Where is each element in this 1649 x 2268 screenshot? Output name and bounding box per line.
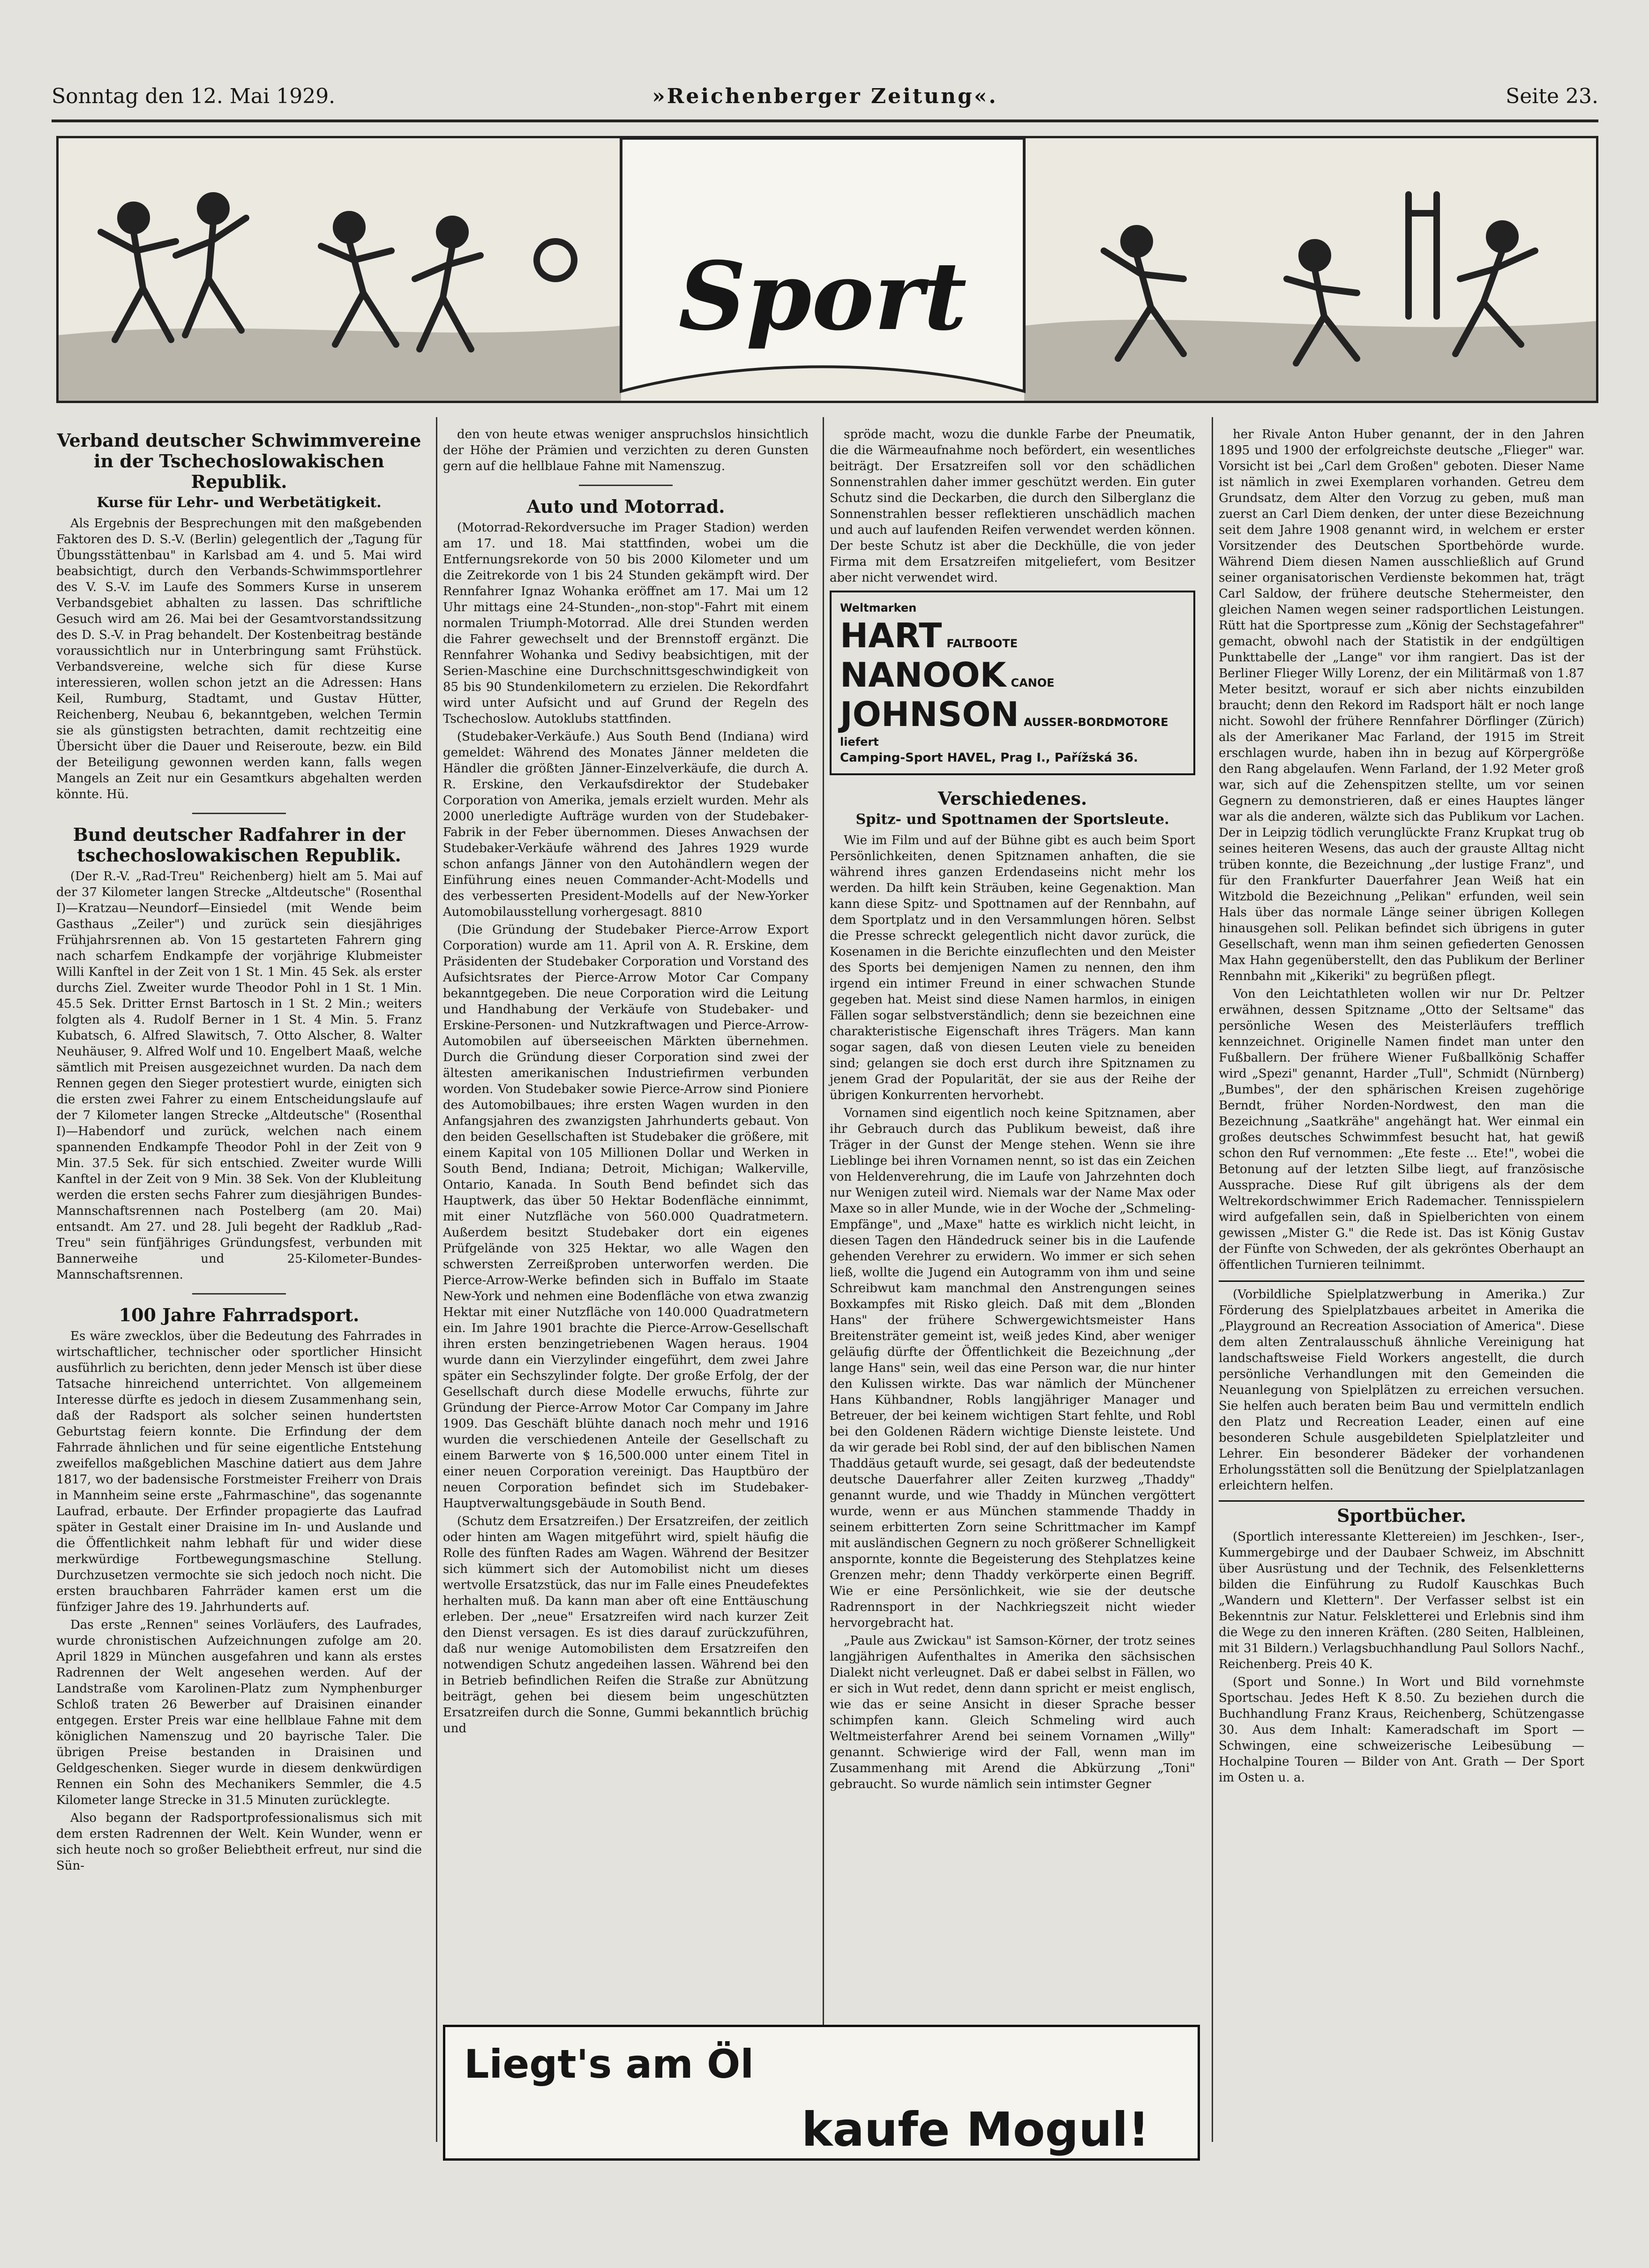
headline-cyclists: Bund deutscher Radfahrer in der tschechoslowakischen Republik. <box>73 824 405 866</box>
divider <box>192 813 286 814</box>
article-paragraph: (Sportlich interessante Klettereien) im Jeschken-, Iser-, Kummergebirge und der Daubaer Schweiz, im Abschnitt über Ausrüstung und der Technik, des Felsenkletterns bilden die Einführung zu Rudolf Kauschkas Buch „Wandern und Klettern". Der Verfasser selbst ist ein Bekenntnis zur Natur. Felskletterei und Erlebnis sind ihm die Wege zu den inneren Kräften. (280 Seiten, Halbleinen, mit 31 Bildern.) Verlagsbuchhandlung Paul Sollors Nachf., Reichenberg. Preis 40 K. <box>1219 1530 1584 1671</box>
headline-100-years-cycling: 100 Jahre Fahrradsport. <box>119 1304 360 1325</box>
headline-verschiedenes: Verschiedenes. <box>937 788 1087 809</box>
headline-swimming: Verband deutscher Schwimmvereine in der Tschechoslowakischen Republik. <box>57 430 421 492</box>
article-paragraph: (Der R.-V. „Rad-Treu" Reichenberg) hielt am 5. Mai auf der 37 Kilometer langen Strecke „Altdeutsche" (Rosenthal I)—Kratzau—Neundorf—Einsiedel (mit Wende beim Gasthaus „Zeiler") und zurück sein diesjähriges Frühjahrsrennen ab. Von 15 gestarteten Fahrern ging nach scharfem Endkampfe der vorjährige Klubmeister Willi Kanftel in der Zeit von 1 St. 1 Min. 45 Sek. als erster durchs Ziel. Zweiter wurde Theodor Pohl in 1 St. 1 Min. 45.5 Sek. Dritter Ernst Bartosch in 1 St. 2 Min.; weiters folgten als 4. Rudolf Berner in 1 St. 4 Min. 5. Franz Kubatsch, 6. Alfred Slawitsch, 7. Otto Alscher, 8. Walter Neuhäuser, 9. Alfred Wolf und 10. Engelbert Maaß, welche sämtlich mit Preisen ausgezeichnet wurden. Da nach dem Rennen gegen den Sieger protestiert wurde, einigten sich die ersten zwei Fahrer zu einem Entscheidungslaufe auf der 7 Kilometer langen Strecke „Altdeutsche" (Rosenthal I)—Habendorf und zurück, welchen nach einem spannenden Endkampfe Theodor Pohl in der Zeit von 9 Min. 37.5 Sek. für sich entschied. Zweiter wurde Willi Kanftel in der Zeit von 9 Min. 38 Sek. Von der Klubleitung werden die ersten sechs Fahrer zum diesjährigen Bundes-Mannschaftsrennen nach Postelberg (am 20. Mai) entsandt. Am 27. und 28. Juli begeht der Radklub „Rad-Treu" sein fünfjähriges Gründungsfest, verbunden mit Bannerweihe und 25-Kilometer-Bundes-Mannschaftsrennen. <box>56 869 422 1282</box>
playground-notice-box <box>1219 1280 1584 1502</box>
article-paragraph: (Sport und Sonne.) In Wort und Bild vornehmste Sportschau. Jedes Heft K 8.50. Zu beziehen durch die Buchhandlung Franz Kraus, Reichenberg, Schützengasse 30. Aus dem Inhalt: Kameradschaft im Sport — Schwingen, eine schweizerische Leibesübung — Hochalpine Touren — Bilder von Ant. Grath — Der Sport im Osten u. a. <box>1219 1675 1584 1785</box>
ad-brand-johnson-sub: AUSSER-BORDMOTORE <box>1023 716 1169 729</box>
camping-sport-advertisement <box>830 591 1195 775</box>
article-paragraph: her Rivale Anton Huber genannt, der in den Jahren 1895 und 1900 der erfolgreichste deutsche „Flieger" war. Vorsicht ist bei „Carl dem Großen" geboten. Dieser Name ist nämlich in zwei Exemplaren vorhanden. Getreu dem Grundsatz, dem Alter den Vorzug zu geben, muß man zuerst an Carl Diem denken, der unter diese Bezeichnung seit dem Jahre 1908 genannt wird, in welchem er erster Vorsitzender des Deutschen Sportbehörde wurde. Während Diem diesen Namen ausschließlich auf Grund seiner organisatorischen Verdienste bekommen hat, trägt Carl Saldow, der frühere deutsche Stehermeister, den gleichen Namen wegen seiner radsportlichen Leistungen. Rütt hat die Sportpresse zum „König der Sechstagefahrer" gemacht, obwohl nach der Statistik in der endgültigen Punkttabelle der „Lange" vor ihm rangiert. Das ist der Berliner Flieger Willy Lorenz, der ein Militärmaß von 1.87 Meter besitzt, worauf er sich aber nichts einzubilden braucht; denn den Rekord im Radsport hält er noch lange nicht. Sowohl der frühere Rennfahrer Dörflinger (Zürich) als der Amerikaner Mac Farland, der 1915 im Streit erschlagen wurde, haben ihn in bezug auf Körpergröße den Rang abgelaufen. Wenn Farland, der 1.92 Meter groß war, sich auf die Zehenspitzen stellte, um vor seinen Gegnern zu demonstrieren, daß er eines Hauptes länger war als die anderen, wälzte sich das Publikum vor Lachen. Der in Leipzig tödlich verunglückte Franz Krupkat trug ob seines heiteren Wesens, das auch der grauste Alltag nicht trüben konnte, die Bezeichnung „der lustige Franz", und für den Frankfurter Dauerfahrer Jean Weiß hat ein Witzbold die Bezeichnung „Pelikan" erfunden, weil sein Hals über das normale Länge seiner übrigen Kollegen hinausgehen soll. Pelikan befindet sich übrigens in guter Gesellschaft, wenn man ihm seinen gefiederten Genossen Max Hahn gegenüberstellt, den das Publikum der Berliner Rennbahn mit „Kikeriki" zu begrüßen pflegt. <box>1219 427 1584 983</box>
header-rule <box>52 120 1598 122</box>
column-rule <box>823 417 824 2142</box>
column-rule <box>436 417 437 2142</box>
article-paragraph: (Schutz dem Ersatzreifen.) Der Ersatzreifen, der zeitlich oder hinten am Wagen mitgeführt wird, spielt häufig die Rolle des fünften Rades am Wagen. Während der Besitzer sich kümmert sich der Automobilist nicht um dieses wertvolle Ersatzstück, das nur im Falle eines Pneudefektes herhalten muß. Da kann man aber oft eine Enttäuschung erleben. Der „neue" Ersatzreifen wird nach kurzer Zeit den Dienst versagen. Es ist dies darauf zurückzuführen, daß nur wenige Automobilisten dem Ersatzreifen den notwendigen Schutz angedeihen lassen. Während bei den in Betrieb befindlichen Reifen die Straße zur Abnützung beiträgt, gehen bei diesem beim ungeschützten Ersatzreifen durch die Sonne, Gummi bekanntlich brüchig und <box>443 1514 809 1736</box>
running-header <box>52 84 1598 112</box>
column-3 <box>830 427 1195 1794</box>
ad-brand-hart-sub: FALTBOOTE <box>946 637 1018 650</box>
newspaper-page <box>52 70 1598 2245</box>
page-number: Seite 23. <box>1506 84 1598 108</box>
column-rule <box>1212 417 1213 2142</box>
divider <box>579 485 673 486</box>
headline-sportbuecher: Sportbücher. <box>1337 1505 1466 1526</box>
article-paragraph: (Vorbildliche Spielplatzwerbung in Amerika.) Zur Förderung des Spielplatzbaues arbeitet in Amerika die „Playground an Recreation Association of America". Diese dem alten Zentralausschuß ähnliche Vereinigung hat landschaftsweise Field Workers angestellt, die durch persönliche Verhandlungen mit den Gemeinden die Neuanlegung von Spielplätzen zu erreichen versuchen. Sie helfen auch beraten beim Bau und vermitteln endlich den Platz und Recreation Leader, einen auf eine besonderen Schule ausgebildeten Spielplatzleiter und Lehrer. Ein besonderer Bädeker der vorhandenen Erholungsstätten soll die Benützung der Spielplatzanlagen erleichtern helfen. <box>1219 1287 1584 1493</box>
article-paragraph: (Motorrad-Rekordversuche im Prager Stadion) werden am 17. und 18. Mai stattfinden, wobei um die Entfernungsrekorde von 50 bis 2000 Kilometer und um die Zeitrekorde von 1 bis 24 Stunden gekämpft wird. Der Rennfahrer Ignaz Wohanka eröffnet am 17. Mai um 12 Uhr mittags eine 24-Stunden-„non-stop"-Fahrt mit einem normalen Triumph-Motorrad. Alle drei Stunden werden die Fahrer gewechselt und der Brennstoff ergänzt. Die Rennfahrer Wohanka und Sedivy beabsichtigen, mit der Serien-Maschine eine Durchschnittsgeschwindigkeit von 85 bis 90 Stundenkilometern zu erzielen. Die Rekordfahrt wird unter Aufsicht und auf Grund der Regeln des Tschechoslow. Autoklubs stattfinden. <box>443 521 809 726</box>
sport-banner-illustration <box>56 136 1598 403</box>
newspaper-name: »Reichenberger Zeitung«. <box>652 84 998 108</box>
headline-auto-motorrad: Auto und Motorrad. <box>526 496 725 517</box>
ad-liefert: liefert <box>840 735 879 749</box>
article-paragraph: Wie im Film und auf der Bühne gibt es auch beim Sport Persönlichkeiten, denen Spitznamen anhaften, die sie während ihres ganzen Erdendaseins nicht mehr los werden. Da hilft kein Sträuben, keine Gegenaktion. Man kann diese Spitz- und Spottnamen auf der Rennbahn, auf dem Sportplatz und in den Versammlungen hören. Selbst die Presse schreckt gelegentlich nicht davor zurück, die Kosenamen in die Berichte einzuflechten und den Meister des Sports bei demjenigen Namen zu nennen, den ihm irgend ein intimer Freund in einer schwachen Stunde gegeben hat. Meist sind diese Namen harmlos, in einigen Fällen sogar selbstverständlich; denn sie bezeichnen eine charakteristische Eigenschaft ihres Trägers. Man kann sogar sagen, daß von diesen Leuten viele zu beneiden sind; gelangen sie doch erst durch ihre Spitznamen zu jenem Grad der Popularität, der sie aus der Reihe der übrigen Konkurrenten hervorhebt. <box>830 833 1195 1102</box>
ad-brand-hart: HART <box>840 616 942 655</box>
ad-brand-nanook-sub: CANOE <box>1011 676 1055 689</box>
article-paragraph: Also begann der Radsportprofessionalismus sich mit dem ersten Radrennen der Welt. Kein Wunder, wenn er sich heute noch so großer Beliebtheit erfreut, nur sind die Sün- <box>56 1811 422 1873</box>
mogul-oil-advertisement <box>443 2025 1200 2161</box>
article-paragraph: (Studebaker-Verkäufe.) Aus South Bend (Indiana) wird gemeldet: Während des Monates Jänner meldeten die Händler die größten Jänner-Einzelverkäufe, die durch A. R. Erskine, den Verkaufsdirektor der Studebaker Corporation von Amerika, jemals erzielt wurden. Mehr als 2000 unerledigte Aufträge wurden von der Studebaker-Fabrik in der Feber übernommen. Dieses Anwachsen der Studebaker-Verkäufe während des Jahres 1929 wurde schon anfangs Jänner von den Autohändlern wegen der Einführung eines neuen Commander-Acht-Modells und des verbesserten President-Modells auf der New-Yorker Automobilausstellung vorhergesagt. 8810 <box>443 730 809 919</box>
ad-contact: Camping-Sport HAVEL, Prag I., Pařížská 36. <box>840 751 1138 765</box>
column-4 <box>1219 427 1584 1788</box>
column-2 <box>443 427 809 1738</box>
ad-brand-johnson: JOHNSON <box>840 695 1019 734</box>
sport-title: Sport <box>678 241 967 352</box>
ad-label: Weltmarken <box>840 601 917 614</box>
article-paragraph: (Die Gründung der Studebaker Pierce-Arrow Export Corporation) wurde am 11. April von A. R. Erskine, dem Präsidenten der Studebaker Corporation und Vorstand des Aufsichtsrates der Pierce-Arrow Motor Car Company bekanntgegeben. Die neue Corporation wird die Leitung und Handhabung der Verkäufe von Studebaker- und Erskine-Personen- und Nutzkraftwagen und Pierce-Arrow-Automobilen auf überseeischen Märkten übernehmen. Durch die Gründung dieser Corporation sind zwei der ältesten amerikanischen Industriefirmen verbunden worden. Von Studebaker sowie Pierce-Arrow sind Pioniere des Automobilbaues; ihre ersten Wagen wurden in den Anfangsjahren des zwanzigsten Jahrhunderts gebaut. Von den beiden Gesellschaften ist Studebaker die größere, mit einem Kapital von 105 Millionen Dollar und Werken in South Bend, Indiana; Detroit, Michigan; Walkerville, Ontario, Kanada. In South Bend befindet sich das Hauptwerk, das über 50 Hektar Bodenfläche einnimmt, mit einer Nutzfläche von 560.000 Quadratmetern. Außerdem besitzt Studebaker dort ein eigenes Prüfgelände von 325 Hektar, wo alle Wagen den schwersten Zerreißproben unterworfen werden. Die Pierce-Arrow-Werke befinden sich in Buffalo im Staate New-York und nehmen eine Bodenfläche von etwa zwanzig Hektar mit einer Nutzfläche von 140.000 Quadratmetern ein. Im Jahre 1901 brachte die Pierce-Arrow-Gesellschaft ihren ersten benzingetriebenen Wagen heraus. 1904 wurde dann ein Vierzylinder eingeführt, dem zwei Jahre später ein Sechszylinder folgte. Der große Erfolg, der der Gesellschaft durch diese Modelle erwuchs, führte zur Gründung der Pierce-Arrow Motor Car Company im Jahre 1909. Das Geschäft blühte danach noch mehr und 1916 wurden die verschiedenen Anteile der Gesellschaft zu einem Barwerte von $ 16,500.000 unter einem Titel in einer neuen Corporation vereinigt. Das Hauptbüro der neuen Corporation befindet sich im Studebaker-Hauptverwaltungsgebäude in South Bend. <box>443 923 809 1511</box>
ad-brand-nanook: NANOOK <box>840 655 1006 695</box>
subhead-courses: Kurse für Lehr- und Werbetätigkeit. <box>97 494 382 511</box>
ad-line-liegts-am-oel: Liegt's am Öl <box>464 2041 754 2087</box>
article-paragraph: Das erste „Rennen" seines Vorläufers, des Laufrades, wurde chronistischen Aufzeichnungen zufolge am 20. April 1829 in München ausgefahren und kann als erstes Radrennen der Welt angesehen werden. Auf der Landstraße vom Karolinen-Platz zum Nymphenburger Schloß traten 26 Bewerber auf Draisinen einander entgegen. Erster Preis war eine hellblaue Fahne mit dem königlichen Namenszug und 20 bayrische Taler. Die übrigen Preise bestanden in Draisinen und Geldgeschenken. Sieger wurde in diesem denkwürdigen Rennen ein Sohn des Mechanikers Semmler, die 4.5 Kilometer lange Strecke in 31.5 Minuten zurücklegte. <box>56 1618 422 1807</box>
column-1 <box>56 427 422 1876</box>
article-paragraph: Von den Leichtathleten wollen wir nur Dr. Peltzer erwähnen, dessen Spitzname „Otto der Seltsame" das persönliche Wesen des Meisterläufers trefflich kennzeichnet. Originelle Namen findet man unter den Fußballern. Der frühere Wiener Fußballkönig Schaffer wird „Spezi" genannt, Harder „Tull", Schmidt (Nürnberg) „Bumbes", der den sphärischen Kreisen zugehörige Berndt, früher Norden-Nordwest, den man die Bezeichnung „Saatkrähe" angehängt hat. Wer einmal ein großes deutsches Schwimmfest besucht hat, hat gewiß schon den Ruf vernommen: „Ete feste ... Ete!", wobei die Betonung auf der letzten Silbe liegt, auf französische Aussprache. Diese Ruf gilt übrigens als der dem Weltrekordschwimmer Erich Rademacher. Tennisspielern wird aufgefallen sein, daß in Spielberichten von einem gewissen „Mister G." die Rede ist. Das ist König Gustav der Fünfte von Schweden, der als gekröntes Oberhaupt an öffentlichen Turnieren teilnimmt. <box>1219 987 1584 1272</box>
article-paragraph: spröde macht, wozu die dunkle Farbe der Pneumatik, die die Wärmeaufnahme noch befördert, ein wesentliches beiträgt. Der Ersatzreifen soll vor den schädlichen Sonnenstrahlen daher immer geschützt werden. Ein guter Schutz sind die Deckarben, die durch den Silberglanz die Sonnenstrahlen besser reflektieren unschädlich machen und auch auf laufenden Reifen verwendet werden können. Der beste Schutz ist aber die Deckhülle, die von jeder Firma mit dem Ersatzreifen mitgeliefert, vom Besitzer aber nicht verwendet wird. <box>830 427 1195 585</box>
ad-line-kaufe-mogul: kaufe Mogul! <box>802 2102 1150 2157</box>
article-paragraph: „Paule aus Zwickau" ist Samson-Körner, der trotz seines langjährigen Aufenthaltes in Amerika den sächsischen Dialekt nicht verleugnet. Daß er dabei selbst in Fällen, wo er sich in Wut redet, denn dann spricht er meist englisch, wie das er seine Ansicht in dieser Sprache besser schimpfen kann. Gleich Schmeling wird auch Weltmeisterfahrer Arend bei seinem Vornamen „Willy" genannt. Schwierige wird der Fall, wenn man im Zusammenhang mit Arend die Abkürzung „Toni" gebraucht. So wurde nämlich sein intimster Gegner <box>830 1634 1195 1791</box>
divider <box>192 1293 286 1295</box>
article-paragraph: Vornamen sind eigentlich noch keine Spitznamen, aber ihr Gebrauch durch das Publikum beweist, daß ihre Träger in der Gunst der Menge stehen. Wenn sie ihre Lieblinge bei ihren Vornamen nennt, so ist das ein Zeichen von Heldenverehrung, die im Laufe von Jahrzehnten doch nur Wenigen zuteil wird. Niemals war der Name Max oder Maxe so in aller Munde, wie in der Woche der „Schmeling-Empfänge", und „Maxe" hatte es wirklich nicht leicht, in diesen Tagen den Händedruck seiner bis in die Laufende gehenden Verehrer zu erwidern. Wo immer er sich sehen ließ, wollte die Jugend ein Autogramm von ihm und seine Schreibwut kam manchmal den Anstrengungen seines Boxkampfes mit Risko gleich. Daß mit dem „Blonden Hans" der frühere Schwergewichtsmeister Hans Breitensträter gemeint ist, weiß jedes Kind, aber weniger geläufig dürfte der Öffentlichkeit die Bezeichnung „der lange Hans" sein, weil das eine Person war, die nur hinter den Kulissen wirkte. Das war nämlich der Münchener Hans Kühbandner, Robls langjähriger Manager und Betreuer, der bei keinem wichtigen Start fehlte, und Robl bei den Goldenen Rädern wichtige Dienste leistete. Und da wir gerade bei Robl sind, der auf den biblischen Namen Thaddäus getauft wurde, sei gesagt, daß der bedeutendste deutsche Dauerfahrer aller Zeiten kurzweg „Thaddy" genannt wurde, und wie Thaddy in München vergöttert wurde, wenn er aus München stammende Thaddy in seinem erbitterten Zorn seine Schrittmacher im Kampf mit ausländischen Gegnern zu noch größerer Schnelligkeit anspornte, konnte die Begeisterung des Stehplatzes keine Grenzen mehr; denn Thaddy verkörperte einen Begriff. Wie er eine Persönlichkeit, wie sie der deutsche Radrennsport in der Nachkriegszeit nicht wieder hervorgebracht hat. <box>830 1106 1195 1630</box>
issue-date: Sonntag den 12. Mai 1929. <box>52 84 336 108</box>
article-paragraph: Als Ergebnis der Besprechungen mit den maßgebenden Faktoren des D. S.-V. (Berlin) gelegentlich der „Tagung für Übungsstättenbau" in Karlsbad am 4. und 5. Mai wird beabsichtigt, durch den Verbands-Schwimmsportlehrer des V. S.-V. im Laufe des Sommers Kurse in unserem Verbandsgebiet abhalten zu lassen. Das schriftliche Gesuch wird am 26. Mai bei der Gesamtvorstandssitzung des D. S.-V. in Prag behandelt. Der Kostenbeitrag bestände voraussichtlich nur in Unterbringung samt Frühstück. Verbandsvereine, welche sich für diese Kurse interessieren, wollen schon jetzt an die Adressen: Hans Keil, Rumburg, Stadtamt, und Gustav Hütter, Reichenberg, Neubau 6, bekanntgeben, welchen Termin sie als günstigsten betrachten, damit rechtzeitig eine Übersicht über die Dauer und Reiseroute, bezw. ein Bild der Beteiligung gewonnen werden kann, falls wegen Mangels an Zeit nur ein Gesamtkurs abgehalten werden könnte. Hü. <box>56 516 422 801</box>
article-paragraph: Es wäre zwecklos, über die Bedeutung des Fahrrades in wirtschaftlicher, technischer oder sportlicher Hinsicht ausführlich zu berichten, denn jeder Mensch ist über diese Tatsache hinreichend unterrichtet. Von allgemeinem Interesse dürfte es jedoch in diesem Zusammenhang sein, daß der Radsport als solcher seinen hundertsten Geburtstag feiern konnte. Die Erfindung der dem Fahrrade ähnlichen und für seine eigentliche Entstehung zweifellos maßgeblichen Maschine datiert aus dem Jahre 1817, wo der badensische Forstmeister Freiherr von Drais in Mannheim seine erste „Fahrmaschine", das sogenannte Laufrad, erbaute. Der Erfinder propagierte das Laufrad später in Gestalt einer Draisine im In- und Auslande und die Öffentlichkeit nahm lebhaft für und wider diese merkwürdige Fortbewegungsmaschine Stellung. Durchzusetzen vermochte sie sich jedoch noch nicht. Die ersten brauchbaren Fahrräder kamen erst um die fünfziger Jahre des 19. Jahrhunderts auf. <box>56 1329 422 1614</box>
article-paragraph: den von heute etwas weniger anspruchslos hinsichtlich der Höhe der Prämien und verzichten zu deren Gunsten gern auf die hellblaue Fahne mit Namenszug. <box>443 427 809 473</box>
subhead-nicknames: Spitz- und Spottnamen der Sportsleute. <box>855 811 1169 828</box>
